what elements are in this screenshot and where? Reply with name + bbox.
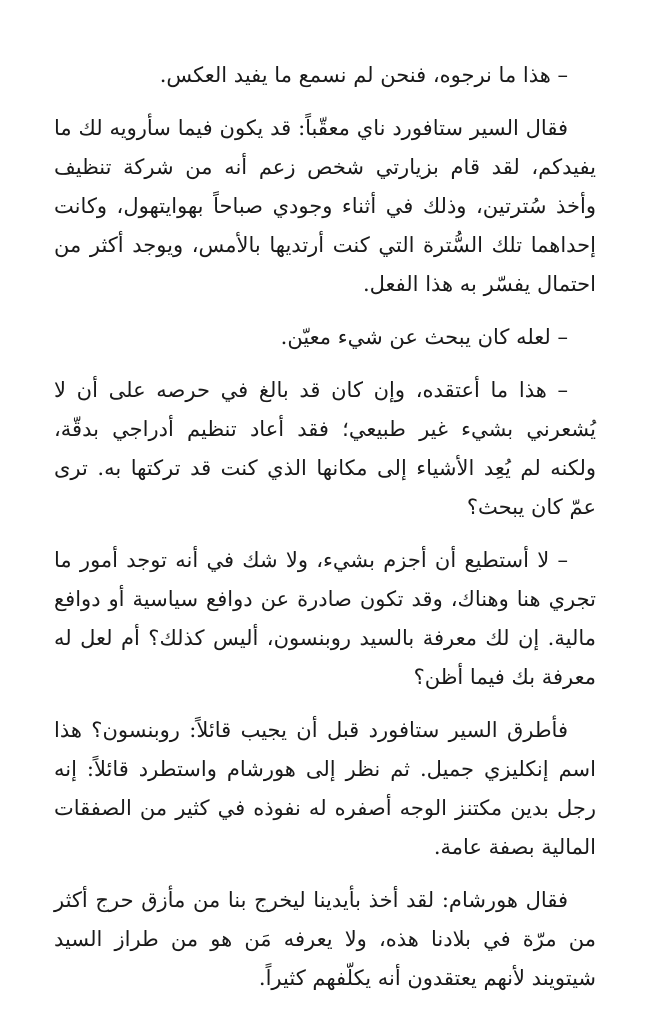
paragraph-3: – لعله كان يبحث عن شيء معيّن.	[280, 325, 568, 349]
paragraph-7: فقال هورشام: لقد أخذ بأيدينا ليخرج بنا من مأزق حرج أكثر من مرّة في بلادنا هذه، ولا يعرفه مَن هو من طراز السيد شيتويند لأنهم يعتقدون أنه يكلّفهم كثيراً.	[54, 888, 596, 990]
paragraph-1: – هذا ما نرجوه، فنحن لم نسمع ما يفيد العكس.	[159, 63, 568, 87]
paragraph-4: – هذا ما أعتقده، وإن كان قد بالغ في حرصه على أن لا يُشعرني بشيء غير طبيعي؛ فقد أعاد تنظيم أدراجي بدقّة، ولكنه لم يُعِد الأشياء إلى مكانها الذي كنت قد تركتها به. ترى عمّ كان يبحث؟	[54, 378, 596, 519]
paragraph-2: فقال السير ستافورد ناي معقّباً: قد يكون فيما سأرويه لك ما يفيدكم، لقد قام بزيارتي شخص زعم أنه من شركة تنظيف وأخذ سُترتين، وذلك في أثناء وجودي صباحاً بهوايتهول، وكانت إحداهما تلك السُّترة التي كنت أرتديها بالأمس، ويوجد أكثر من احتمال يفسّر به هذا الفعل.	[54, 116, 596, 296]
book-page	[54, 56, 596, 1012]
paragraph-5: – لا أستطيع أن أجزم بشيء، ولا شك في أنه توجد أمور ما تجري هنا وهناك، وقد تكون صادرة عن دوافع سياسية أو دوافع مالية. إن لك معرفة بالسيد روبنسون، أليس كذلك؟ أم لعل له معرفة بك فيما أظن؟	[54, 548, 596, 689]
paragraph-6: فأطرق السير ستافورد قبل أن يجيب قائلاً: روبنسون؟ هذا اسم إنكليزي جميل. ثم نظر إلى هورشام واستطرد قائلاً: إنه رجل بدين مكتنز الوجه أصفره له نفوذه في كثير من الصفقات المالية بصفة عامة.	[54, 718, 596, 859]
